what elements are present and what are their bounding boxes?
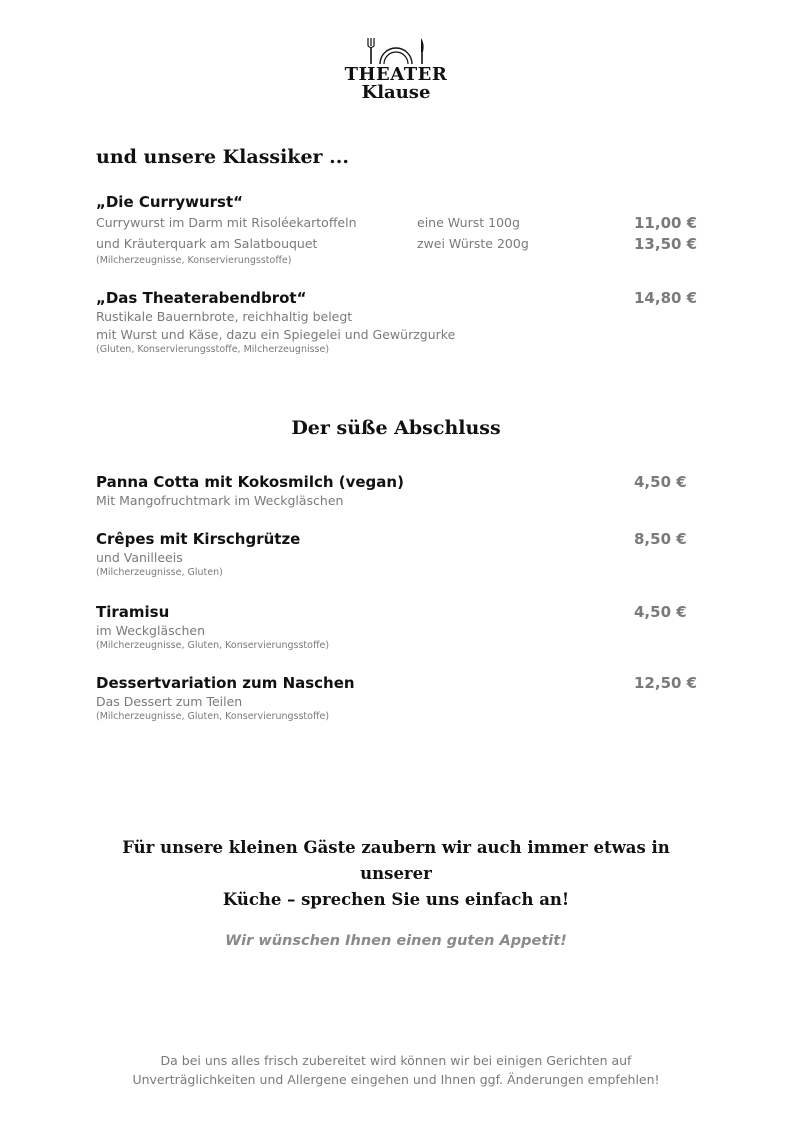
plate-cutlery-icon bbox=[362, 36, 430, 66]
abendbrot-price: 14,80 € bbox=[634, 289, 698, 307]
classics-heading: und unsere Klassiker ... bbox=[96, 146, 350, 168]
dessert-item-allergens: (Milcherzeugnisse, Gluten, Konservierungsstoffe) bbox=[96, 711, 330, 722]
dessert-item-desc: im Weckgläschen bbox=[96, 623, 206, 638]
kids-note-line-2: Küche – sprechen Sie uns einfach an! bbox=[222, 890, 570, 909]
currywurst-desc-1: Currywurst im Darm mit Risoléekartoffeln bbox=[96, 215, 357, 230]
desserts-heading: Der süße Abschluss bbox=[291, 417, 501, 439]
abendbrot-desc-1: Rustikale Bauernbrote, reichhaltig belegt bbox=[96, 309, 353, 324]
currywurst-price-1: 11,00 € bbox=[634, 214, 698, 232]
kids-note-line-1: Für unsere kleinen Gäste zaubern wir auch immer etwas in unserer bbox=[122, 838, 670, 883]
dessert-item-name: Tiramisu bbox=[96, 603, 170, 621]
allergen-footer bbox=[96, 1051, 696, 1089]
dessert-item-price: 12,50 € bbox=[634, 674, 698, 692]
currywurst-name: „Die Currywurst“ bbox=[96, 193, 243, 211]
currywurst-price-2: 13,50 € bbox=[634, 235, 698, 253]
dessert-item-desc: Mit Mangofruchtmark im Weckgläschen bbox=[96, 493, 344, 508]
abendbrot-allergens: (Gluten, Konservierungsstoffe, Milcherzeugnisse) bbox=[96, 344, 330, 355]
logo-line-theater: THEATER bbox=[344, 64, 448, 85]
kids-note bbox=[96, 835, 696, 913]
dessert-item-name: Crêpes mit Kirschgrütze bbox=[96, 530, 301, 548]
dessert-item-desc: Das Dessert zum Teilen bbox=[96, 694, 243, 709]
currywurst-option-2: zwei Würste 200g bbox=[417, 236, 529, 251]
currywurst-allergens: (Milcherzeugnisse, Konservierungsstoffe) bbox=[96, 255, 292, 266]
dessert-item-price: 4,50 € bbox=[634, 473, 687, 491]
theater-klause-logo bbox=[340, 36, 452, 106]
footer-line-2: Unverträglichkeiten und Allergene eingehen und Ihnen ggf. Änderungen empfehlen! bbox=[132, 1072, 660, 1087]
logo-line-klause: Klause bbox=[361, 82, 431, 103]
appetit-message: Wir wünschen Ihnen einen guten Appetit! bbox=[225, 933, 567, 949]
dessert-item-allergens: (Milcherzeugnisse, Gluten) bbox=[96, 567, 223, 578]
currywurst-option-1: eine Wurst 100g bbox=[417, 215, 520, 230]
abendbrot-name: „Das Theaterabendbrot“ bbox=[96, 289, 307, 307]
dessert-item-name: Dessertvariation zum Naschen bbox=[96, 674, 355, 692]
footer-line-1: Da bei uns alles frisch zubereitet wird können wir bei einigen Gerichten auf bbox=[160, 1053, 632, 1068]
currywurst-desc-2: und Kräuterquark am Salatbouquet bbox=[96, 236, 318, 251]
dessert-item-price: 4,50 € bbox=[634, 603, 687, 621]
dessert-item-allergens: (Milcherzeugnisse, Gluten, Konservierungsstoffe) bbox=[96, 640, 330, 651]
dessert-item-desc: und Vanilleeis bbox=[96, 550, 183, 565]
abendbrot-desc-2: mit Wurst und Käse, dazu ein Spiegelei und Gewürzgurke bbox=[96, 327, 456, 342]
dessert-item-name: Panna Cotta mit Kokosmilch (vegan) bbox=[96, 473, 404, 491]
dessert-item-price: 8,50 € bbox=[634, 530, 687, 548]
